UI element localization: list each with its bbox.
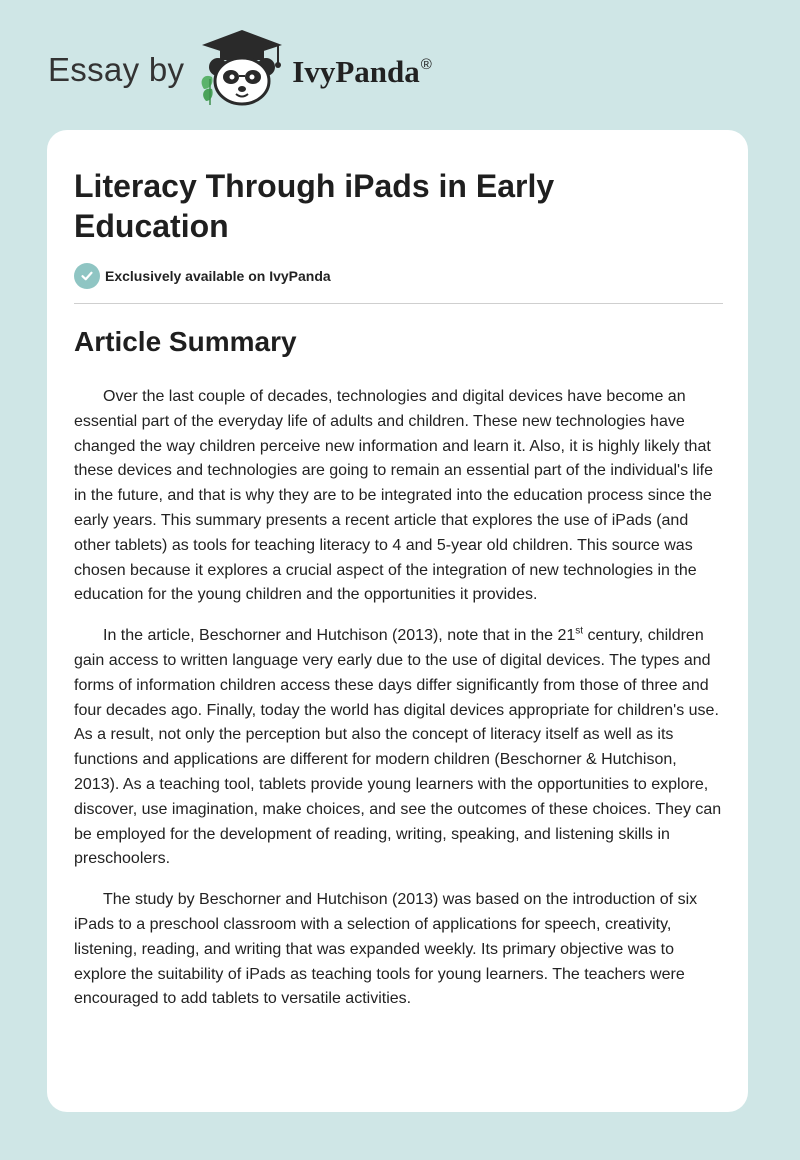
exclusive-label: Exclusively available on IvyPanda [105, 268, 331, 284]
section-heading: Article Summary [74, 326, 297, 357]
page-title: Literacy Through iPads in Early Education [74, 168, 555, 244]
check-badge-icon [74, 263, 100, 289]
brand-text: IvyPanda [292, 54, 420, 89]
paragraph-2-before: In the article, Beschorner and Hutchison (2013), note that in the 21 [103, 627, 576, 645]
site-header [48, 30, 432, 110]
ordinal-superscript: st [575, 625, 584, 637]
paragraph-1: Over the last couple of decades, technologies and digital devices have become an essential part of the everyday life of adults and children. These new technologies have changed the way children perceive new information and learn it. Also, it is highly likely that these devices and technologies are going to remain an essential part of the individual's life in the future, and that is why they are to be integrated into the education process since the early years. This summary presents a recent article that explores the use of iPads (and other tablets) as tools for teaching literacy to 4 and 5-year old children. This source was chosen because it explores a crucial aspect of the integration of new technologies in the education for the young children and the opportunities it provides. [74, 388, 714, 604]
essay-by-label: Essay by [48, 51, 185, 88]
brand-name[interactable] [292, 54, 432, 90]
panda-graduate-icon[interactable] [194, 27, 290, 107]
registered-mark: ® [420, 56, 432, 73]
exclusive-badge [74, 263, 331, 289]
paragraph-2-after: century, children gain access to written language very early due to the use of digital devices. The types and forms of information children access these days differ significantly from those of three and four decades ago. Finally, today the world has digital devices appropriate for children's use. As a result, not only the perception but also the concept of literacy itself as well as its functions and applications are different for modern children (Beschorner & Hutchison, 2013). As a teaching tool, tablets provide young learners with the opportunities to explore, discover, use imagination, make choices, and see the outcomes of these choices. They can be employed for the development of reading, writing, speaking, and listening skills in preschoolers. [74, 627, 722, 868]
paragraph-3: The study by Beschorner and Hutchison (2013) was based on the introduction of six iPads to a preschool classroom with a selection of applications for speech, creativity, listening, reading, and writing that was expanded weekly. Its primary objective was to explore the suitability of iPads as teaching tools for young learners. The teachers were encouraged to add tablets to versatile activities. [74, 891, 698, 1008]
paragraph-2 [74, 624, 726, 872]
article-body [74, 385, 726, 1028]
divider [74, 303, 723, 304]
article-card [47, 130, 748, 1112]
